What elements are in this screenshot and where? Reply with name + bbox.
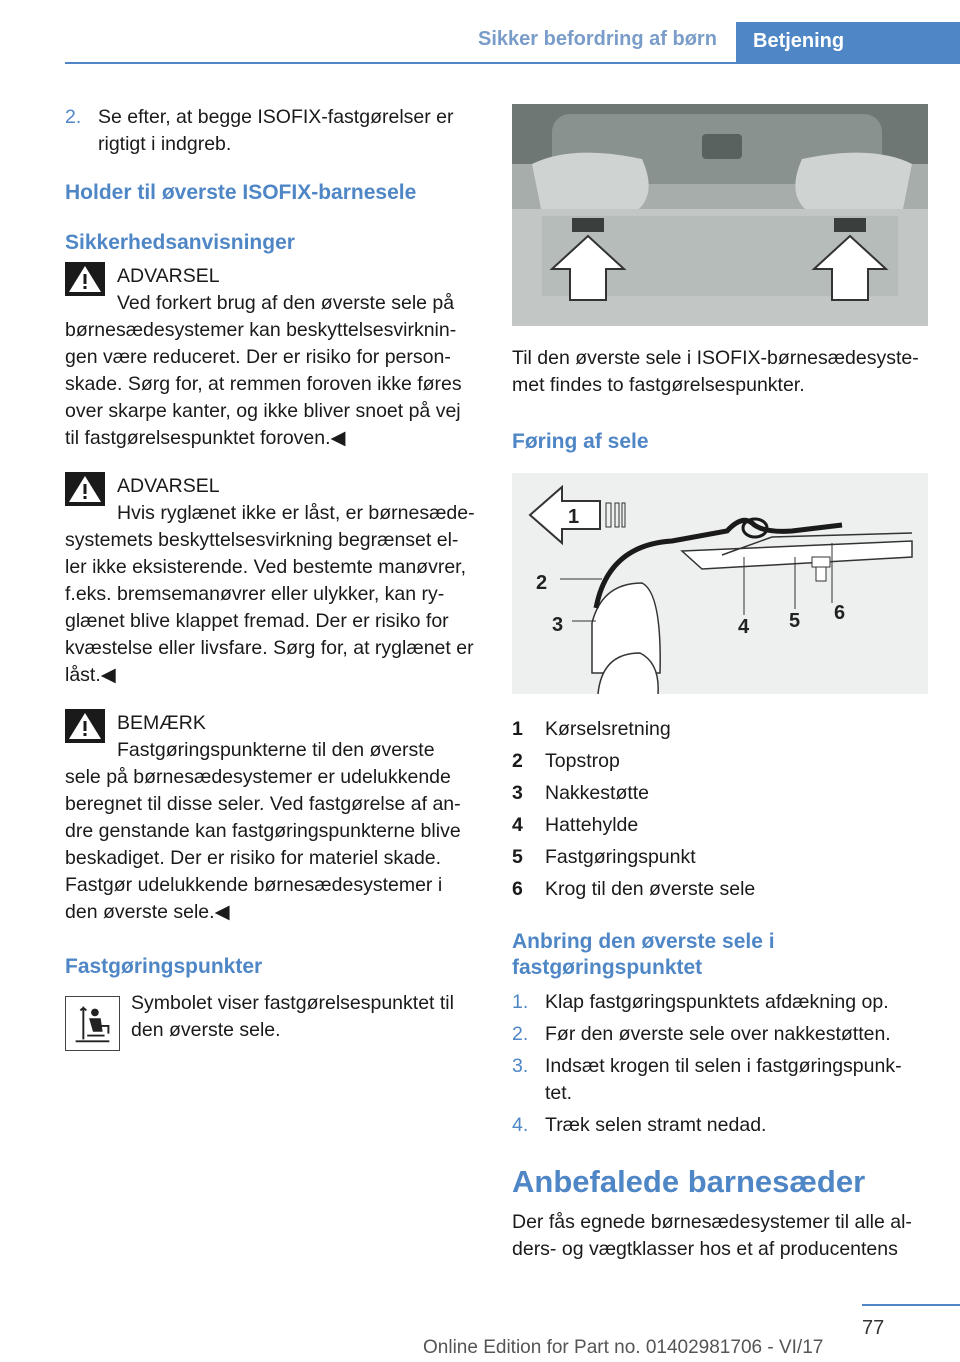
warning-block: [65, 472, 479, 689]
list-item: [65, 104, 479, 158]
notice-first-line: Fastgøringspunkterne til den øverste: [117, 739, 435, 761]
legend-number: 6: [512, 878, 523, 900]
heading-routing: Føring af sele: [512, 430, 649, 453]
legend-text: Hattehylde: [545, 814, 639, 836]
heading-holder: Holder til øverste ISOFIX-barnesele: [65, 181, 417, 204]
legend-item: [512, 809, 928, 841]
list-item: [512, 1112, 928, 1139]
legend-text: Kørselsretning: [545, 718, 671, 740]
step-text: Træk selen stramt nedad.: [545, 1114, 767, 1136]
warning-title: ADVARSEL: [117, 265, 220, 287]
notice-body: sele på børnesædesystemer er udelukkende beregnet til disse seler. Ved fastgørelse af an-dre genstande kan fastgøringspunkterne blive beskadiget. Der er risiko for materiel skade. Fastgør udelukkende børnesædesystemer i den øverste sele.◀: [65, 766, 461, 923]
notice-block: [65, 709, 479, 926]
step-number: 2.: [512, 1023, 529, 1045]
photo-caption: Til den øverste sele i ISOFIX-børnesædesyste-met findes to fastgørelsespunkter.: [512, 347, 919, 396]
step-text: Før den øverste sele over nakkestøtten.: [545, 1023, 891, 1045]
diagram-label: 1: [568, 506, 580, 528]
header-rule: [65, 62, 960, 64]
warning-triangle-icon: [65, 262, 105, 296]
diagram-label: 3: [552, 614, 564, 636]
legend-text: Topstrop: [545, 750, 620, 772]
warning-first-line: Ved forkert brug af den øverste sele på: [117, 292, 455, 314]
legend-item: [512, 777, 928, 809]
legend-item: [512, 873, 928, 905]
attach-step-list: [512, 989, 928, 1139]
legend-text: Krog til den øverste sele: [545, 878, 756, 900]
legend-text: Nakkestøtte: [545, 782, 650, 804]
step-number: 2.: [65, 106, 82, 128]
heading-attach: Anbring den øverste sele i fastgøringspunktet: [512, 930, 775, 979]
heading-recommended: Anbefalede barnesæder: [512, 1164, 866, 1199]
warning-block: [65, 262, 479, 452]
warning-body: børnesædesystemer kan beskyttelsesvirknin-gen være reduceret. Der er risiko for person-skade. Sørg for, at remmen foroven ikke føres over skarpe kanter, og ikke bliver snoet på vej til fastgørelsespunktet foroven.◀: [65, 319, 462, 449]
anchor-points-photo: [512, 104, 928, 326]
step-number: 4.: [512, 1114, 529, 1136]
child-seat-anchor-icon: [65, 996, 120, 1051]
list-item: [512, 989, 928, 1016]
diagram-label: 2: [536, 572, 548, 594]
heading-points: Fastgøringspunkter: [65, 955, 263, 978]
right-column: [512, 104, 928, 1263]
running-header-tab: [736, 22, 960, 63]
legend-item: [512, 713, 928, 745]
legend-item: [512, 841, 928, 873]
step-text: Indsæt krogen til selen i fastgøringspunk-tet.: [545, 1055, 902, 1104]
page-number: 77: [862, 1317, 885, 1339]
legend-number: 4: [512, 814, 523, 836]
symbol-row: [65, 990, 479, 1044]
warning-first-line: Hvis ryglænet ikke er låst, er børnesæde-: [117, 502, 475, 524]
legend-text: Fastgøringspunkt: [545, 846, 696, 868]
recommended-text: Der fås egnede børnesædesystemer til alle al-ders- og vægtklasser hos et af producentens: [512, 1211, 912, 1260]
warning-triangle-icon: [65, 472, 105, 506]
heading-safety: Sikkerhedsanvisninger: [65, 231, 295, 254]
diagram-label: 4: [738, 616, 750, 638]
legend-number: 3: [512, 782, 523, 804]
footer-edition: Online Edition for Part no. 01402981706 - VI/17: [423, 1337, 824, 1358]
legend-list: [512, 713, 928, 905]
symbol-text: Symbolet viser fastgørelsespunktet til den øverste sele.: [131, 992, 454, 1041]
warning-triangle-icon: [65, 709, 105, 743]
footer-rule: [862, 1304, 960, 1306]
legend-number: 2: [512, 750, 523, 772]
legend-number: 5: [512, 846, 523, 868]
running-header-tab-label: Betjening: [753, 30, 845, 52]
left-step-list: [65, 104, 479, 158]
strap-routing-diagram: [512, 473, 928, 694]
step-text: Se efter, at begge ISOFIX-fastgørelser er rigtigt i indgreb.: [98, 106, 454, 155]
step-number: 3.: [512, 1055, 529, 1077]
legend-item: [512, 745, 928, 777]
step-number: 1.: [512, 991, 529, 1013]
list-item: [512, 1021, 928, 1048]
list-item: [512, 1053, 928, 1107]
legend-number: 1: [512, 718, 523, 740]
notice-title: BEMÆRK: [117, 712, 206, 734]
step-text: Klap fastgøringspunktets afdækning op.: [545, 991, 889, 1013]
running-header-section: Sikker befordring af børn: [478, 28, 717, 50]
diagram-label: 6: [834, 602, 846, 624]
warning-body: systemets beskyttelsesvirkning begrænset el-ler ikke eksisterende. Ved bestemte manøvrer, f.eks. bremsemanøvrer eller ulykker, kan ry-glænet blive klappet fremad. Der er risiko for kvæstelse eller livsfare. Sørg for, at ryglænet er låst.◀: [65, 529, 474, 686]
left-column: [65, 104, 479, 1044]
diagram-label: 5: [789, 610, 801, 632]
warning-title: ADVARSEL: [117, 475, 220, 497]
